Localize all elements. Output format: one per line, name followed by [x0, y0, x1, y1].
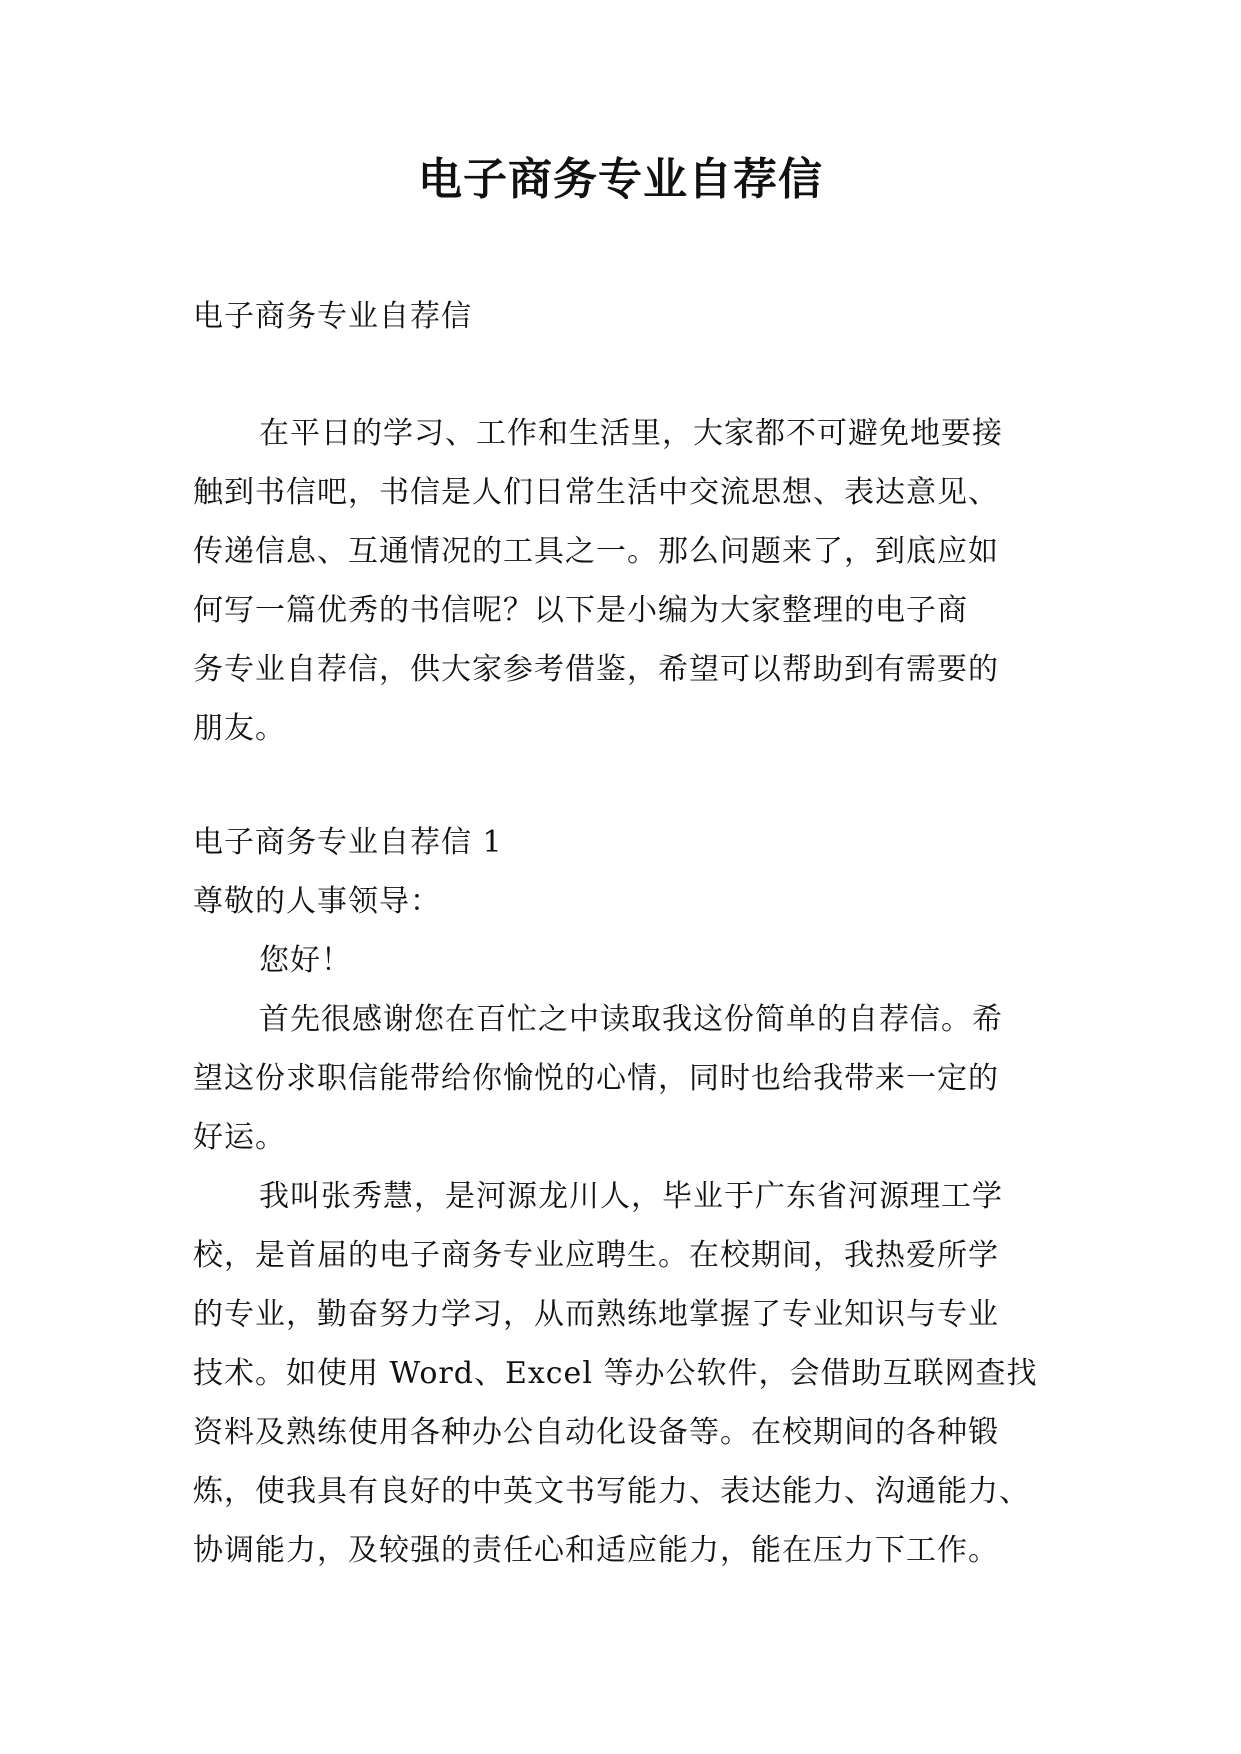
letter-paragraph-2	[193, 1167, 1063, 1580]
paragraph-line: 技术。如使用 Word、Excel 等办公软件，会借助互联网查找	[193, 1356, 1038, 1391]
greeting-line: 您好！	[259, 943, 352, 978]
paragraph-line: 的专业，勤奋努力学习，从而熟练地掌握了专业知识与专业	[193, 1297, 999, 1332]
document-title: 电子商务专业自荐信	[418, 154, 823, 205]
letter-salutation	[193, 872, 1063, 931]
paragraph-line: 资料及熟练使用各种办公自动化设备等。在校期间的各种锻	[193, 1415, 999, 1450]
section-heading-line: 电子商务专业自荐信 1	[193, 825, 503, 860]
paragraph-line: 我叫张秀慧，是河源龙川人，毕业于广东省河源理工学	[259, 1179, 1003, 1214]
paragraph-line: 好运。	[193, 1120, 286, 1155]
intro-paragraph	[193, 404, 1063, 758]
document-subtitle	[193, 287, 1063, 346]
subtitle-line: 电子商务专业自荐信	[193, 299, 472, 334]
paragraph-line: 首先很感谢您在百忙之中读取我这份简单的自荐信。希	[259, 1002, 1003, 1037]
paragraph-line: 协调能力，及较强的责任心和适应能力，能在压力下工作。	[193, 1533, 999, 1568]
intro-line: 触到书信吧，书信是人们日常生活中交流思想、表达意见、	[193, 475, 999, 510]
paragraph-line: 炼，使我具有良好的中英文书写能力、表达能力、沟通能力、	[193, 1474, 1030, 1509]
intro-line: 何写一篇优秀的书信呢？以下是小编为大家整理的电子商	[193, 593, 968, 628]
intro-line: 朋友。	[193, 711, 286, 746]
section-heading	[193, 813, 1063, 872]
letter-paragraph-1	[193, 990, 1063, 1167]
intro-line: 传递信息、互通情况的工具之一。那么问题来了，到底应如	[193, 534, 999, 569]
paragraph-line: 望这份求职信能带给你愉悦的心情，同时也给我带来一定的	[193, 1061, 999, 1096]
paragraph-line: 校，是首届的电子商务专业应聘生。在校期间，我热爱所学	[193, 1238, 999, 1273]
intro-line: 在平日的学习、工作和生活里，大家都不可避免地要接	[259, 416, 1003, 451]
intro-line: 务专业自荐信，供大家参考借鉴，希望可以帮助到有需要的	[193, 652, 999, 687]
letter-greeting	[193, 931, 1063, 990]
salutation-line: 尊敬的人事领导：	[193, 884, 441, 919]
